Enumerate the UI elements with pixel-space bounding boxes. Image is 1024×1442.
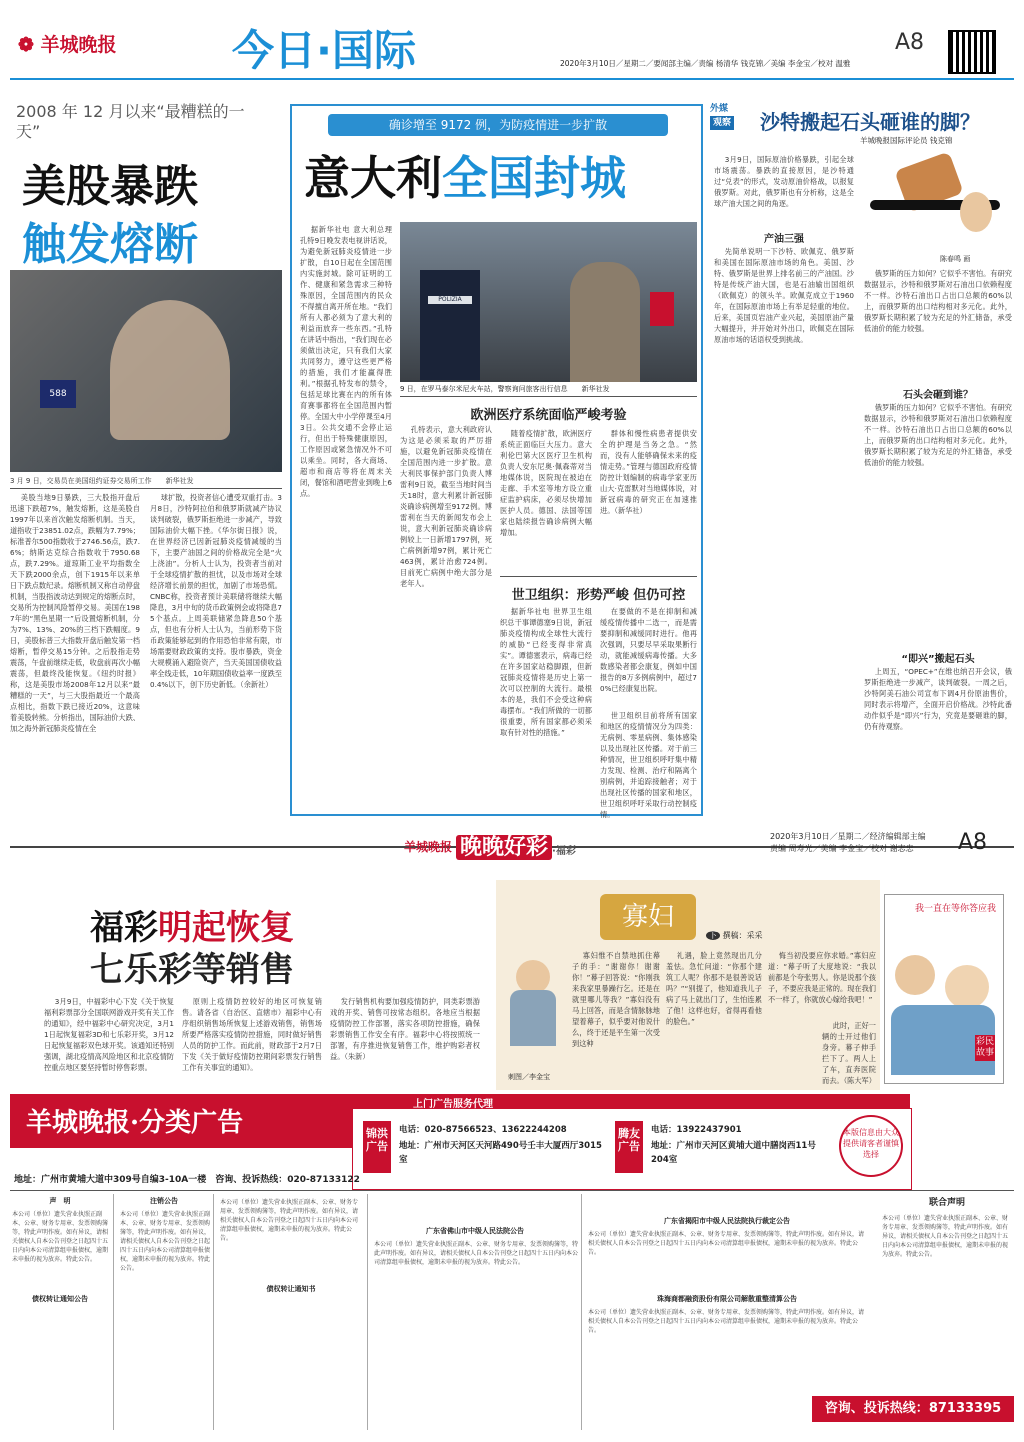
cartoon-credit: 陈春鸣 画	[940, 255, 971, 263]
right-story	[710, 96, 1016, 818]
subhead-europe: 欧洲医疗系统面临严峻考验	[470, 408, 627, 423]
right-headline: 沙特搬起石头砸谁的脚？	[760, 110, 980, 134]
service-panel	[352, 1099, 912, 1190]
story-part-label: 下 撰稿：采采	[706, 930, 763, 941]
lottery-page-code: A8	[958, 830, 988, 855]
lottery-story	[10, 896, 488, 1086]
agent1-address: 地址：广州市天河区天河路490号壬丰大厦西厅3015室	[399, 1141, 602, 1165]
story-title-badge: 寡妇	[600, 894, 696, 940]
lottery-header	[0, 826, 1024, 886]
headline-line-2: 触发熔断	[22, 219, 198, 270]
lottery-col-3: 发行销售机构要加强疫情防护，同类彩票游戏的开奖、销售可按常态组织。各地应当根据疫情防控工作部署，落实各项防控措施，确保彩票销售工作安全有序。福彩中心将按照统一部署，有序推进恢复销售工作，维护购彩者权益。（朱新）	[330, 997, 480, 1061]
story-col-3: 悔当初没要应你求婚。”寡妇应道：“幕子听了大度地说：“我以前都是个夸张男人。你是说那个孩子，不要应我是正常的。现在我们不一样了，你就放心嫁给我吧！”	[768, 951, 876, 1004]
service-title: 上门广告服务代理	[413, 1099, 493, 1110]
notice-1: 声 明 本公司（单位）遗失营业执照正副本、公章、财务专用章、发票领购簿等，特此声明作废。如有异议，请相关债权人自本公告刊登之日起四十五日内向本公司清算组申报债权，逾期未申报的视为放弃。特此公告。 债权转让通知公告	[10, 1194, 114, 1430]
section-title: 今日·国际	[232, 26, 416, 75]
trader-photo: 588	[10, 270, 282, 472]
center-headline: 意大利全国封城	[304, 151, 626, 205]
column-tag: 外媒 观察	[710, 102, 756, 132]
left-story	[10, 98, 282, 820]
lottery-date-1: 2020年3月10日／星期二／经济编辑部主编	[770, 832, 926, 841]
qr-code	[948, 30, 996, 74]
who-col-b: 在要做的不是在抑制和减缓疫情传播中二选一，而是需要抑制和减缓同时进行。他再次强调，只要尽早采取果断行动，就能减缓病毒传播。大多数感染者都会康复，例如中国报告的8万多例病例中，超过70%已经康复出院。	[600, 607, 697, 693]
notice-5: 广东省揭阳市中级人民法院执行裁定公告 本公司（单位）遗失营业执照正副本、公章、财务专用章、发票领购簿等，特此声明作废。如有异议，请相关债权人自本公告刊登之日起四十五日内向本公司清算组申报债权，逾期未申报的视为放弃。特此公告。 珠海商都融资股份有限公司解散重整清算公告 本公司（单位）遗失营业执照正副本、公章、财务专用章、发票领购簿等，特此声明作废。如有异议，请相关债权人自本公告刊登之日起四十五日内向本公司清算组申报债权，逾期未申报的视为放弃。特此公告。	[588, 1217, 865, 1334]
lottery-cartoon	[884, 894, 1004, 1084]
center-story	[290, 104, 703, 819]
notice-2: 注销公告 本公司（单位）遗失营业执照正副本、公章、财务专用章、发票领购簿等，特此声明作废。如有异议，请相关债权人自本公告刊登之日起四十五日内向本公司清算组申报债权，逾期未申报的视为放弃。特此公告。	[118, 1194, 214, 1430]
notices-grid	[10, 1194, 874, 1432]
lottery-col-2: 原则上疫情防控较好的地区可恢复销售。请各省（自治区、直辖市）福彩中心有序组织销售场所恢复上述游戏销售，销售场所要严格落实疫情防控措施，同时做好销售人员的防护工作。而此前，财政部于2月7日下发《关于做好疫情防控期间彩票发行销售工作有关事宜的通知》。	[182, 997, 322, 1072]
agent1-phone: 电话：020-87566523、13622244208	[399, 1125, 567, 1135]
agent1-tag: 锦洪广告	[363, 1121, 391, 1173]
lottery-col-1: 3月9日，中福彩中心下发《关于恢复福利彩票部分全国联网游戏开奖有关工作的通知》，经中福彩中心研究决定，3月11日起恢复福彩3D和七乐彩开奖，3月12日起恢复福彩双色球开奖。该通知还特别强调，湖北疫情高风险地区和北京疫情防控重点地区要坚持暂时停售彩票。	[44, 997, 174, 1072]
lottery-paper-logo: 羊城晚报	[404, 840, 453, 854]
center-lead-col: 据新华社电 意大利总理孔特9日晚发表电视讲话说，为避免新冠肺炎疫情进一步扩散，自10日起在全国范围内实施封城。除可证明的工作、健康和紧急需求三种特殊原因，全国范围内的民众不得擅自离开所在地。“我们所有人都必须为了意大利的利益而放弃一些东西。”孔特在讲话中指出，“我们现在必须做出决定，只有我们大家共同努力，遵守这些更严格的措施，我们才能赢得胜利。”根据孔特发布的禁令，包括足球比赛在内的所有体育赛事都将在全国范围内暂停。全国大中小学停课至4月3日。公共交通不会停止运行，但出于特殊健康原因，工作原因或紧急情况外不可以乘坐。同时，各大商场、超市和商店等将在周末关闭，餐馆和酒吧营业到晚上6点。	[300, 225, 392, 498]
subhead-stone: 石头会砸到谁？	[903, 390, 973, 401]
right-col-1: 先简单说明一下沙特、欧佩克、俄罗斯和美国在国际原油市场的角色。美国、沙特、俄罗斯是世界上排名前三的产油国。沙特是传统产油大国，也是石油输出国组织（欧佩克）的领头羊。欧佩克成立于1960年，在国际原油市场上有举足轻重的地位。后来，美国页岩油产业兴起，美国原油产量大幅提升，并开始对外出口，欧佩克在国际原油市场的话语权受到挑战。	[714, 247, 854, 344]
joint-statement: 联合声明 本公司（单位）遗失营业执照正副本、公章、财务专用章、发票领购簿等，特此声明作废。如有异议，请相关债权人自本公告刊登之日起四十五日内向本公司清算组申报债权，逾期未申报的视为放弃。特此公告。	[882, 1198, 1009, 1258]
lottery-date-2: 责编 周寿光／美编 李金宝／校对 谢志忠	[770, 844, 914, 853]
headline-line-1: 美股暴跌	[22, 161, 198, 212]
page-code: A8	[895, 30, 925, 55]
right-col-2: 俄罗斯的压力如何？它似乎不害怕。有研究数据显示，沙特和俄罗斯对石油出口依赖程度不一样。沙特石油出口占出口总额的60%以上，而俄罗斯的出口结构相对多元化。此外，俄罗斯长期积累了较为充足的外汇储备，承受低油价的能力较强。	[864, 269, 1012, 333]
lottery-headline-2: 七乐彩等销售	[90, 950, 294, 990]
subhead-impromptu: “即兴”搬起石头	[901, 654, 975, 665]
who-col-a: 据新华社电 世界卫生组织总干事谭德塞9日说，新冠肺炎疫情构成全球性大流行的威胁“已经变得非常真实”。谭德塞表示，病毒已经在许多国家站稳脚跟，但新冠肺炎疫情将是历史上第一次可以控制的大流行。最根本的是，我们不会受这种病毒摆布。“我们所做的一切都很重要，所有国家都必须采取有针对性的措施。”	[500, 607, 592, 737]
story-col-1: 寡妇惟不自禁地抓住幕子的手：“谢谢你！谢谢你！”幕子回答说：“你刚我来我家里暴躁行乞。还是在就里哪儿等我？”寡妇没有马上回答，而是含情脉脉地望着幕子，似乎要对他说什么，终于还是平生第一次受到这种	[572, 951, 660, 1048]
story-col-2: 礼遇，脸上竟然现出几分羞怯。急忙问道：“你那个建筑工人呢？你那不是很善说话吗？”“别提了，他知道我儿子病了马上就出门了，生怕连累了他！这样也好，省得再看他的脸色。”	[666, 951, 762, 1026]
notice-3: 债权转让通知书 本公司（单位）遗失营业执照正副本、公章、财务专用章、发票领购簿等，特此声明作废。如有异议，请相关债权人自本公告刊登之日起四十五日内向本公司清算组申报债权，逾期未申报的视为放弃。特此公告。	[218, 1194, 368, 1430]
classifieds-logo: 羊城晚报·分类广告	[26, 1108, 244, 1138]
story-kicker: 2008 年 12 月以来“最糟糕的一天”	[16, 102, 245, 141]
body-col-1: 美股当地9日暴跌，三大股指开盘后迅速下跌超7%，触发熔断，这是美股自1997年以来首次触发熔断机制。当天，道指收于23851.02点，跌幅为7.79%；标准普尔500指数收于2746.56点，跌7.6%；纳斯达克综合指数收于7950.68点，跌7.29%。道琼斯工业平均指数全天下跌2000余点，创下1915年以来单日下跌点数纪录。熔断机制又称自动停盘机制，当股指波动达到规定的熔断点时，交易所为控制风险暂停交易。美国在1987年的“黑色星期一”后设置熔断机制，分为7%、13%、20%的三档下跌幅度。9日，美股标普三大指数开盘后触发第一档熔断，暂停交易15分钟。之后股指走势震荡，午盘前继续走低，收盘前再次小幅震荡，但最终没能恢复。《纽约时报》称，这是美股市场2008年12月以来“最糟糕的一天”，与三大股指最近一个最高点相比，指数下跌已接近20%，这意味着美股转熊。分析指出，国际油价大跌、加之海外新冠肺炎疫情在全	[10, 493, 140, 733]
paper-logo: ❁ 羊城晚报	[18, 34, 117, 56]
agent2-address: 地址：广州市天河区黄埔大道中膳岗西11号204室	[651, 1141, 816, 1165]
who-col-c: 世卫组织目前将所有国家和地区的疫情情况分为四类：无病例、零星病例、集体感染以及出现社区传播。对于前三种情况，世卫组织呼吁集中精力发现、检测、治疗和隔离个别病例，并追踪接触者；对于出现社区传播的国家和地区，世卫组织呼吁采取行动控制疫情。	[600, 711, 697, 819]
center-photo-caption: 9 日，在罗马泰尔米尼火车站，警察询问旅客出行信息 新华社发	[400, 385, 610, 393]
right-col-2b: 俄罗斯的压力如何？它似乎不害怕。有研究数据显示，沙特和俄罗斯对石油出口依赖程度不一样。沙特石油出口占出口总额的60%以上，而俄罗斯的出口结构相对多元化。此外，俄罗斯长期积累了较为充足的外汇储备，承受低油价的能力较强。	[864, 403, 1012, 467]
story-corner	[496, 880, 880, 1090]
right-col-3: 上周五，“OPEC+”在维也纳召开会议，俄罗斯拒绝进一步减产，谈判破裂。一周之后，沙特阿美石油公司宣布下调4月份原油售价，同时表示将增产，全面开启价格战。沙特此番动作似乎是“即兴”行为，究竟是要砸谁的脚，仍有待观察。	[864, 667, 1012, 731]
lottery-section-title: 晚晚好彩 ·福彩	[456, 830, 576, 861]
right-lead: 3月9日，国际原油价格暴跌，引起全球市场震荡。暴跌的直接原因，是沙特通过“兑表”的形式，发动原油价格战，以报复俄罗斯。对此，俄罗斯也有分析称，这是全球产油大国之间的角逐。	[714, 155, 854, 208]
center-col-c: 群体和慢性病患者提供安全的护理是当务之急。“然而，没有人能够确保未来的疫情走势。”管理与德国政府疫情防控计划编制的病毒学家亚历山大·克雷默对当地媒体说，对新冠病毒的研究正在加速推进。（新华社）	[600, 429, 697, 515]
cartoon-speech-bubble: 我一直在等你答应我	[915, 904, 997, 914]
kicker-banner: 确诊增至 9172 例，为防疫情进一步扩散	[328, 114, 668, 136]
classifieds-address: 地址：广州市黄埔大道中309号自编3-10A一楼 咨询、投诉热线：020-87133122	[14, 1175, 360, 1185]
logo-swirl-icon: ❁	[18, 34, 34, 56]
rome-station-photo: POLIZIA	[400, 222, 697, 382]
masthead	[0, 0, 1024, 96]
lottery-headline-1: 福彩明起恢复	[90, 908, 294, 948]
agent2-phone: 电话：13922437901	[651, 1125, 742, 1135]
date-line: 2020年3月10日／星期二／要闻部主编／责编 杨清华 钱克锦／美编 李金宝／校对 温雅	[560, 59, 851, 68]
right-byline: 羊城晚报国际评论员 钱克锦	[860, 136, 953, 145]
subhead-who: 世卫组织：形势严峻 但仍可控	[511, 588, 686, 603]
cartoon-tag: 彩民故事	[975, 1035, 995, 1061]
notice-4: 广东省佛山市中级人民法院公告 本公司（单位）遗失营业执照正副本、公章、财务专用章、发票领购簿等，特此声明作废。如有异议，请相关债权人自本公告刊登之日起四十五日内向本公司清算组申报债权，逾期未申报的视为放弃。特此公告。	[372, 1194, 582, 1430]
center-col-a: 孔特表示，意大利政府认为这是必须采取的严厉措施，以避免新冠肺炎疫情在全国范围内进一步扩散。意大利民事保护部门负责人博雷利9日说，截至当地时间当天18时，意大利累计新冠肺炎确诊病例增至9172例。博雷利在当天的新闻发布会上说，意大利新冠肺炎确诊病例较上一日新增1797例，死亡病例新增97例，累计死亡463例，累计治愈724例。目前死亡病例中绝大部分是老年人。	[400, 425, 492, 588]
agent2-tag: 腾友广告	[615, 1121, 643, 1173]
center-col-b: 随着疫情扩散，欧洲医疗系统正面临巨大压力。意大利伦巴第大区医疗卫生机构负责人安东尼奥·佩森蒂对当地媒体说，医院现在被迫在走廊、手术室等地方设立重症监护病床，必须尽快增加医护人员。德国、法国等国家也陆续报告确诊病例大幅增加。	[500, 429, 592, 537]
story-col-4: 此时，正好一辆的士开过他们身旁。幕子伸手拦下了。两人上了车，直奔医院而去。（陈大军）	[822, 1021, 876, 1085]
body-col-2: 球扩散，投资者信心遭受双重打击。3月8日，沙特阿拉伯和俄罗斯就减产协议谈判破裂，俄罗斯拒绝进一步减产，导致国际油价大幅下挫。《华尔街日报》说，在世界经济已因新冠肺炎疫情减缓的当下，主要产油国之间的价格战完全是“火上浇油”。分析人士认为，投资者当前对于全球疫情扩散的担忧，以及市场对全球经济增长前景的担忧，加剧了市场恐慌。CNBC称，投资者预计美联储将继续大幅降息，3月中旬的货币政策例会或将降息75个基点。上周美联储紧急降息50个基点，但也有分析人士认为，当前形势下货币政策能够起到的作用恐怕非常有限，市场需要财政政策的支持。股市暴跌，资金大规模涌入避险资产，当天美国国债收益率全线走低，10年期国债收益率一度跌至0.4%以下，创下历史新低。（余新社）	[150, 493, 282, 689]
notice-stamp: 本版信息由大众提供请客者谨慎选择	[839, 1115, 903, 1177]
photo-caption: 3 月 9 日，交易员在美国纽约证券交易所工作 新华社发	[10, 477, 194, 485]
illustration-caption: 刺图／李金宝	[508, 1073, 550, 1081]
hotline-bar: 咨询、投诉热线：87133395	[812, 1396, 1014, 1422]
story-illustration	[506, 950, 566, 1050]
subhead-three: 产油三强	[764, 234, 804, 245]
oil-cartoon	[860, 152, 1010, 252]
